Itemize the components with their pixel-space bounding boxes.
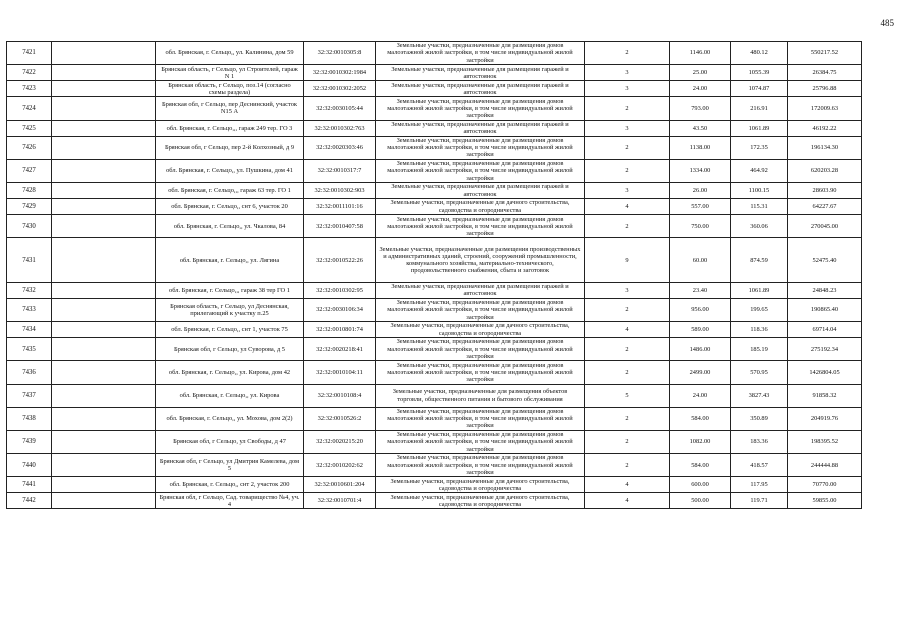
use-group-cell: 2 bbox=[585, 97, 670, 120]
address-cell: Брянская обл, г Сельцо, пер 2-й Колхозный, д 9 bbox=[156, 136, 304, 159]
use-group-cell: 2 bbox=[585, 159, 670, 182]
cadastral-value-cell: 244444.88 bbox=[788, 454, 862, 477]
use-group-cell: 2 bbox=[585, 42, 670, 65]
address-cell: обл. Брянская, г. Сельцо,, ул. Кирова, дом 42 bbox=[156, 361, 304, 384]
row-number: 7439 bbox=[7, 430, 52, 453]
blank-cell bbox=[52, 199, 156, 215]
area-cell: 25.00 bbox=[670, 65, 731, 81]
cadastral-value-cell: 26384.75 bbox=[788, 65, 862, 81]
table-row bbox=[7, 477, 862, 493]
row-number: 7422 bbox=[7, 65, 52, 81]
unit-value-cell: 418.57 bbox=[731, 454, 788, 477]
area-cell: 1334.00 bbox=[670, 159, 731, 182]
table-row bbox=[7, 407, 862, 430]
cadastral-number-cell: 32:32:0011101:16 bbox=[304, 199, 376, 215]
cadastral-number-cell: 32:32:0010104:11 bbox=[304, 361, 376, 384]
cadastral-value-cell: 190865.40 bbox=[788, 298, 862, 321]
row-number: 7429 bbox=[7, 199, 52, 215]
unit-value-cell: 350.89 bbox=[731, 407, 788, 430]
row-number: 7428 bbox=[7, 183, 52, 199]
use-group-cell: 2 bbox=[585, 361, 670, 384]
area-cell: 956.00 bbox=[670, 298, 731, 321]
land-use-cell: Земельные участки, предназначенные для размещения гаражей и автостоянок bbox=[376, 282, 585, 298]
unit-value-cell: 183.36 bbox=[731, 430, 788, 453]
area-cell: 60.00 bbox=[670, 238, 731, 282]
cadastral-number-cell: 32:32:0010601:204 bbox=[304, 477, 376, 493]
land-use-cell: Земельные участки, предназначенные для размещения домов малоэтажной жилой застройки, в том числе индивидуальной жилой застройки bbox=[376, 298, 585, 321]
area-cell: 500.00 bbox=[670, 493, 731, 509]
row-number: 7436 bbox=[7, 361, 52, 384]
use-group-cell: 5 bbox=[585, 384, 670, 407]
use-group-cell: 9 bbox=[585, 238, 670, 282]
row-number: 7434 bbox=[7, 322, 52, 338]
cadastral-number-cell: 32:32:0010302:763 bbox=[304, 120, 376, 136]
row-number: 7430 bbox=[7, 215, 52, 238]
cadastral-value-cell: 64227.67 bbox=[788, 199, 862, 215]
use-group-cell: 4 bbox=[585, 322, 670, 338]
blank-cell bbox=[52, 298, 156, 321]
area-cell: 1138.00 bbox=[670, 136, 731, 159]
table-row bbox=[7, 65, 862, 81]
use-group-cell: 2 bbox=[585, 454, 670, 477]
area-cell: 1146.00 bbox=[670, 42, 731, 65]
area-cell: 589.00 bbox=[670, 322, 731, 338]
unit-value-cell: 3827.43 bbox=[731, 384, 788, 407]
cadastral-value-cell: 1426804.05 bbox=[788, 361, 862, 384]
use-group-cell: 3 bbox=[585, 120, 670, 136]
use-group-cell: 2 bbox=[585, 215, 670, 238]
blank-cell bbox=[52, 183, 156, 199]
cadastral-value-cell: 204919.76 bbox=[788, 407, 862, 430]
land-use-cell: Земельные участки, предназначенные для дачного строительства, садоводства и огородничества bbox=[376, 477, 585, 493]
row-number: 7437 bbox=[7, 384, 52, 407]
cadastral-value-cell: 270045.00 bbox=[788, 215, 862, 238]
cadastral-value-cell: 28603.90 bbox=[788, 183, 862, 199]
table-row bbox=[7, 282, 862, 298]
land-registry-table bbox=[6, 41, 862, 509]
cadastral-value-cell: 172009.63 bbox=[788, 97, 862, 120]
area-cell: 600.00 bbox=[670, 477, 731, 493]
row-number: 7421 bbox=[7, 42, 52, 65]
table-row bbox=[7, 199, 862, 215]
cadastral-number-cell: 32:32:0010701:4 bbox=[304, 493, 376, 509]
blank-cell bbox=[52, 322, 156, 338]
address-cell: обл. Брянская, г. Сельцо,, снт 6, участок 20 bbox=[156, 199, 304, 215]
table-row bbox=[7, 493, 862, 509]
land-use-cell: Земельные участки, предназначенные для размещения гаражей и автостоянок bbox=[376, 120, 585, 136]
use-group-cell: 2 bbox=[585, 298, 670, 321]
land-use-cell: Земельные участки, предназначенные для размещения домов малоэтажной жилой застройки, в том числе индивидуальной жилой застройки bbox=[376, 454, 585, 477]
row-number: 7426 bbox=[7, 136, 52, 159]
land-use-cell: Земельные участки, предназначенные для размещения домов малоэтажной жилой застройки, в том числе индивидуальной жилой застройки bbox=[376, 361, 585, 384]
address-cell: обл. Брянская, г. Сельцо,,, гараж 63 тер. ГО 1 bbox=[156, 183, 304, 199]
address-cell: Брянская область, г Сельцо, ул Строителей, гараж N 1 bbox=[156, 65, 304, 81]
row-number: 7423 bbox=[7, 81, 52, 97]
land-use-cell: Земельные участки, предназначенные для дачного строительства, садоводства и огородничества bbox=[376, 199, 585, 215]
cadastral-number-cell: 32:32:0010302:2052 bbox=[304, 81, 376, 97]
blank-cell bbox=[52, 493, 156, 509]
address-cell: обл. Брянская, г. Сельцо,, ул. Лягина bbox=[156, 238, 304, 282]
land-use-cell: Земельные участки, предназначенные для размещения домов малоэтажной жилой застройки, в том числе индивидуальной жилой застройки bbox=[376, 215, 585, 238]
address-cell: Брянская обл, г Сельцо, ул Суворова, д 5 bbox=[156, 338, 304, 361]
land-use-cell: Земельные участки, предназначенные для дачного строительства, садоводства и огородничества bbox=[376, 322, 585, 338]
use-group-cell: 4 bbox=[585, 493, 670, 509]
unit-value-cell: 172.35 bbox=[731, 136, 788, 159]
land-use-cell: Земельные участки, предназначенные для размещения домов малоэтажной жилой застройки, в том числе индивидуальной жилой застройки bbox=[376, 338, 585, 361]
row-number: 7441 bbox=[7, 477, 52, 493]
blank-cell bbox=[52, 215, 156, 238]
blank-cell bbox=[52, 454, 156, 477]
cadastral-value-cell: 620203.28 bbox=[788, 159, 862, 182]
cadastral-value-cell: 69714.04 bbox=[788, 322, 862, 338]
cadastral-number-cell: 32:32:0030105:44 bbox=[304, 97, 376, 120]
land-use-cell: Земельные участки, предназначенные для размещения домов малоэтажной жилой застройки, в том числе индивидуальной жилой застройки bbox=[376, 42, 585, 65]
cadastral-number-cell: 32:32:0010302:903 bbox=[304, 183, 376, 199]
unit-value-cell: 1100.15 bbox=[731, 183, 788, 199]
table-row bbox=[7, 120, 862, 136]
blank-cell bbox=[52, 238, 156, 282]
table-row bbox=[7, 97, 862, 120]
area-cell: 1082.00 bbox=[670, 430, 731, 453]
row-number: 7442 bbox=[7, 493, 52, 509]
address-cell: обл. Брянская, г. Сельцо,,, гараж 38 тер ГО 1 bbox=[156, 282, 304, 298]
address-cell: Брянская область, г Сельцо, ул Деснянская, прилегающий к участку п.25 bbox=[156, 298, 304, 321]
table-row bbox=[7, 322, 862, 338]
land-use-cell: Земельные участки, предназначенные для дачного строительства, садоводства и огородничества bbox=[376, 493, 585, 509]
address-cell: обл. Брянская, г. Сельцо,, ул. Пушкина, дом 41 bbox=[156, 159, 304, 182]
address-cell: обл. Брянская, г. Сельцо,, ул. Мохова, дом 2(2) bbox=[156, 407, 304, 430]
address-cell: Брянская обл, г Сельцо, ул Свободы, д 47 bbox=[156, 430, 304, 453]
land-use-cell: Земельные участки, предназначенные для размещения домов малоэтажной жилой застройки, в том числе индивидуальной жилой застройки bbox=[376, 407, 585, 430]
use-group-cell: 4 bbox=[585, 477, 670, 493]
cadastral-number-cell: 32:32:0030106:34 bbox=[304, 298, 376, 321]
area-cell: 23.40 bbox=[670, 282, 731, 298]
blank-cell bbox=[52, 338, 156, 361]
unit-value-cell: 119.71 bbox=[731, 493, 788, 509]
cadastral-value-cell: 550217.52 bbox=[788, 42, 862, 65]
blank-cell bbox=[52, 159, 156, 182]
table-row bbox=[7, 136, 862, 159]
area-cell: 793.00 bbox=[670, 97, 731, 120]
cadastral-number-cell: 32:32:0010108:4 bbox=[304, 384, 376, 407]
area-cell: 1486.00 bbox=[670, 338, 731, 361]
table-row bbox=[7, 238, 862, 282]
cadastral-value-cell: 25796.88 bbox=[788, 81, 862, 97]
use-group-cell: 4 bbox=[585, 199, 670, 215]
cadastral-number-cell: 32:32:0010202:62 bbox=[304, 454, 376, 477]
cadastral-number-cell: 32:32:0010801:74 bbox=[304, 322, 376, 338]
blank-cell bbox=[52, 477, 156, 493]
unit-value-cell: 1055.39 bbox=[731, 65, 788, 81]
land-use-cell: Земельные участки, предназначенные для размещения производственных и административных зданий, строений, сооружений промышленности, коммунального хозяйства, материально-технического, продовольственного снабжения, сбыта и заготовок bbox=[376, 238, 585, 282]
cadastral-number-cell: 32:32:0010407:58 bbox=[304, 215, 376, 238]
row-number: 7425 bbox=[7, 120, 52, 136]
cadastral-value-cell: 198395.52 bbox=[788, 430, 862, 453]
row-number: 7440 bbox=[7, 454, 52, 477]
row-number: 7427 bbox=[7, 159, 52, 182]
land-use-cell: Земельные участки, предназначенные для размещения гаражей и автостоянок bbox=[376, 81, 585, 97]
unit-value-cell: 115.31 bbox=[731, 199, 788, 215]
use-group-cell: 2 bbox=[585, 338, 670, 361]
use-group-cell: 3 bbox=[585, 183, 670, 199]
cadastral-number-cell: 32:32:0020218:41 bbox=[304, 338, 376, 361]
area-cell: 584.00 bbox=[670, 407, 731, 430]
row-number: 7431 bbox=[7, 238, 52, 282]
cadastral-value-cell: 196134.30 bbox=[788, 136, 862, 159]
cadastral-value-cell: 52475.40 bbox=[788, 238, 862, 282]
address-cell: Брянская обл, г Сельцо, Сад. товарищество №4, уч. 4 bbox=[156, 493, 304, 509]
unit-value-cell: 1061.89 bbox=[731, 282, 788, 298]
unit-value-cell: 874.59 bbox=[731, 238, 788, 282]
cadastral-value-cell: 91858.32 bbox=[788, 384, 862, 407]
area-cell: 750.00 bbox=[670, 215, 731, 238]
unit-value-cell: 464.92 bbox=[731, 159, 788, 182]
cadastral-value-cell: 46192.22 bbox=[788, 120, 862, 136]
land-use-cell: Земельные участки, предназначенные для размещения объектов торговли, общественного питания и бытового обслуживания bbox=[376, 384, 585, 407]
row-number: 7432 bbox=[7, 282, 52, 298]
area-cell: 24.00 bbox=[670, 81, 731, 97]
unit-value-cell: 360.06 bbox=[731, 215, 788, 238]
blank-cell bbox=[52, 407, 156, 430]
blank-cell bbox=[52, 81, 156, 97]
area-cell: 2499.00 bbox=[670, 361, 731, 384]
area-cell: 557.00 bbox=[670, 199, 731, 215]
use-group-cell: 2 bbox=[585, 430, 670, 453]
address-cell: обл. Брянская, г. Сельцо,, ул. Чкалова, 84 bbox=[156, 215, 304, 238]
table-row bbox=[7, 215, 862, 238]
land-use-cell: Земельные участки, предназначенные для размещения гаражей и автостоянок bbox=[376, 183, 585, 199]
cadastral-number-cell: 32:32:0020303:46 bbox=[304, 136, 376, 159]
unit-value-cell: 570.95 bbox=[731, 361, 788, 384]
table-row bbox=[7, 454, 862, 477]
cadastral-value-cell: 59855.00 bbox=[788, 493, 862, 509]
land-use-cell: Земельные участки, предназначенные для размещения домов малоэтажной жилой застройки, в том числе индивидуальной жилой застройки bbox=[376, 159, 585, 182]
row-number: 7435 bbox=[7, 338, 52, 361]
use-group-cell: 3 bbox=[585, 65, 670, 81]
unit-value-cell: 216.91 bbox=[731, 97, 788, 120]
cadastral-number-cell: 32:32:0010526:2 bbox=[304, 407, 376, 430]
address-cell: обл. Брянская, г. Сельцо,, снт 1, участок 75 bbox=[156, 322, 304, 338]
unit-value-cell: 1061.89 bbox=[731, 120, 788, 136]
unit-value-cell: 480.12 bbox=[731, 42, 788, 65]
use-group-cell: 3 bbox=[585, 81, 670, 97]
address-cell: Брянская обл, г Сельцо, пер Деснинский, участок N15 А bbox=[156, 97, 304, 120]
unit-value-cell: 199.65 bbox=[731, 298, 788, 321]
address-cell: Брянская обл, г Сельцо, ул Дмитрия Камелева, дом 5 bbox=[156, 454, 304, 477]
table-row bbox=[7, 384, 862, 407]
table-row bbox=[7, 81, 862, 97]
address-cell: обл. Брянская, г. Сельцо,, ул. Калинина, дом 59 bbox=[156, 42, 304, 65]
land-use-cell: Земельные участки, предназначенные для размещения домов малоэтажной жилой застройки, в том числе индивидуальной жилой застройки bbox=[376, 97, 585, 120]
address-cell: обл. Брянская, г. Сельцо,, ул. Кирова bbox=[156, 384, 304, 407]
row-number: 7433 bbox=[7, 298, 52, 321]
cadastral-value-cell: 70770.00 bbox=[788, 477, 862, 493]
land-use-cell: Земельные участки, предназначенные для размещения домов малоэтажной жилой застройки, в том числе индивидуальной жилой застройки bbox=[376, 430, 585, 453]
cadastral-value-cell: 275192.34 bbox=[788, 338, 862, 361]
table-row bbox=[7, 159, 862, 182]
cadastral-number-cell: 32:32:0010302:1984 bbox=[304, 65, 376, 81]
land-use-cell: Земельные участки, предназначенные для размещения гаражей и автостоянок bbox=[376, 65, 585, 81]
land-use-cell: Земельные участки, предназначенные для размещения домов малоэтажной жилой застройки, в том числе индивидуальной жилой застройки bbox=[376, 136, 585, 159]
cadastral-number-cell: 32:32:0010305:8 bbox=[304, 42, 376, 65]
row-number: 7424 bbox=[7, 97, 52, 120]
blank-cell bbox=[52, 136, 156, 159]
cadastral-number-cell: 32:32:0010302:95 bbox=[304, 282, 376, 298]
area-cell: 24.00 bbox=[670, 384, 731, 407]
table-row bbox=[7, 430, 862, 453]
area-cell: 584.00 bbox=[670, 454, 731, 477]
blank-cell bbox=[52, 384, 156, 407]
table-row bbox=[7, 298, 862, 321]
blank-cell bbox=[52, 120, 156, 136]
address-cell: обл. Брянская, г. Сельцо,,, гараж 249 тер. ГО 3 bbox=[156, 120, 304, 136]
address-cell: обл. Брянская, г. Сельцо,, снт 2, участок 200 bbox=[156, 477, 304, 493]
table-row bbox=[7, 183, 862, 199]
area-cell: 26.00 bbox=[670, 183, 731, 199]
address-cell: Брянская область, г Сельцо, поз.14 (согласно схемы раздела) bbox=[156, 81, 304, 97]
table-row bbox=[7, 42, 862, 65]
table-row bbox=[7, 361, 862, 384]
cadastral-value-cell: 24848.23 bbox=[788, 282, 862, 298]
blank-cell bbox=[52, 42, 156, 65]
unit-value-cell: 185.19 bbox=[731, 338, 788, 361]
use-group-cell: 2 bbox=[585, 407, 670, 430]
blank-cell bbox=[52, 65, 156, 81]
table-row bbox=[7, 338, 862, 361]
blank-cell bbox=[52, 97, 156, 120]
area-cell: 43.50 bbox=[670, 120, 731, 136]
blank-cell bbox=[52, 361, 156, 384]
unit-value-cell: 1074.87 bbox=[731, 81, 788, 97]
row-number: 7438 bbox=[7, 407, 52, 430]
page-number: 485 bbox=[880, 18, 894, 28]
blank-cell bbox=[52, 282, 156, 298]
use-group-cell: 2 bbox=[585, 136, 670, 159]
blank-cell bbox=[52, 430, 156, 453]
unit-value-cell: 117.95 bbox=[731, 477, 788, 493]
unit-value-cell: 118.36 bbox=[731, 322, 788, 338]
use-group-cell: 3 bbox=[585, 282, 670, 298]
cadastral-number-cell: 32:32:0010522:26 bbox=[304, 238, 376, 282]
cadastral-number-cell: 32:32:0010317:7 bbox=[304, 159, 376, 182]
cadastral-number-cell: 32:32:0020215:20 bbox=[304, 430, 376, 453]
